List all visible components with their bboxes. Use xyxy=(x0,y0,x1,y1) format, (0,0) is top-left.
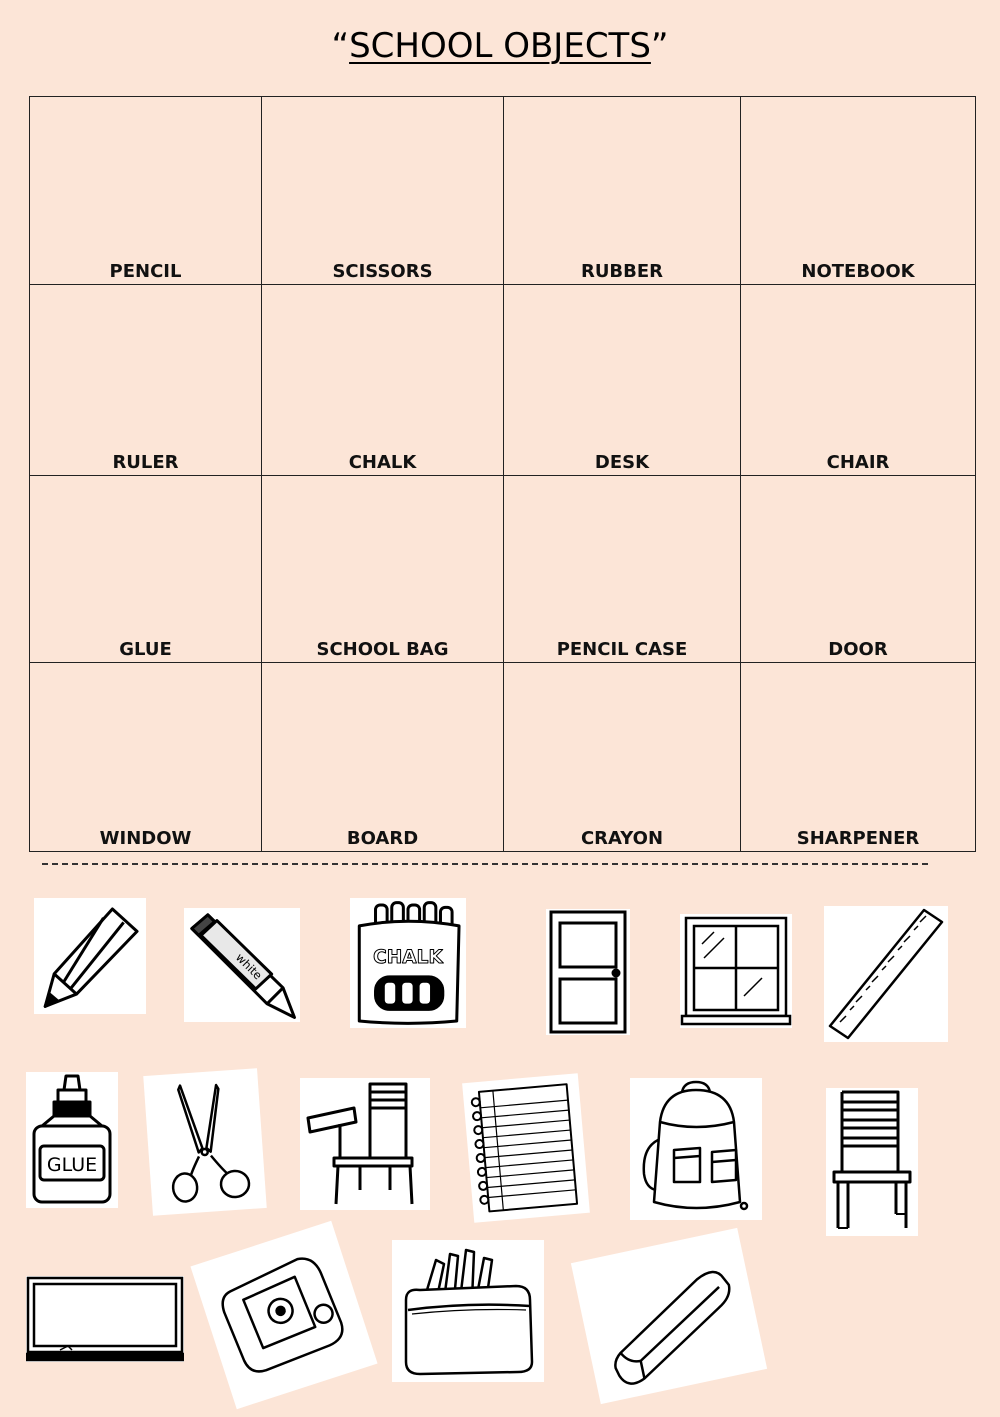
notebook-card[interactable] xyxy=(462,1073,590,1223)
ruler-card[interactable] xyxy=(824,906,948,1042)
desk-icon xyxy=(300,1078,430,1210)
school-bag-card[interactable] xyxy=(630,1078,762,1220)
crayon-icon xyxy=(184,908,300,1022)
pencil-case-icon xyxy=(392,1240,544,1382)
answer-grid xyxy=(29,96,976,852)
grid-cell-glue[interactable]: GLUE xyxy=(30,476,262,663)
chalk-box-label: CHALK xyxy=(373,947,443,968)
scissors-icon xyxy=(143,1068,266,1216)
chalk-icon xyxy=(350,898,466,1028)
crayon-wrapper-label: white xyxy=(233,950,265,983)
ruler-icon xyxy=(824,906,948,1042)
title-close-quote: ” xyxy=(650,26,669,66)
sharpener-icon xyxy=(190,1221,377,1409)
grid-cell-notebook[interactable]: NOTEBOOK xyxy=(741,97,976,285)
door-card[interactable] xyxy=(546,909,630,1035)
cut-line xyxy=(42,863,928,865)
grid-cell-chair[interactable]: CHAIR xyxy=(741,285,976,476)
grid-cell-pencil-case[interactable]: PENCIL CASE xyxy=(504,476,741,663)
grid-cell-rubber[interactable]: RUBBER xyxy=(504,97,741,285)
grid-cell-pencil[interactable]: PENCIL xyxy=(30,97,262,285)
grid-cell-crayon[interactable]: CRAYON xyxy=(504,663,741,852)
grid-cell-board[interactable]: BOARD xyxy=(262,663,504,852)
pencil-icon xyxy=(34,898,146,1014)
grid-cell-scissors[interactable]: SCISSORS xyxy=(262,97,504,285)
glue-bottle-label: GLUE xyxy=(46,1154,98,1176)
board-icon xyxy=(26,1276,184,1362)
crayon-card[interactable] xyxy=(184,908,300,1022)
window-icon xyxy=(680,914,792,1028)
grid-cell-desk[interactable]: DESK xyxy=(504,285,741,476)
notebook-icon xyxy=(462,1073,590,1223)
page-title xyxy=(0,26,1000,66)
door-icon xyxy=(546,909,630,1035)
pencil-case-card[interactable] xyxy=(392,1240,544,1382)
rubber-icon xyxy=(571,1228,767,1404)
grid-cell-sharpener[interactable]: SHARPENER xyxy=(741,663,976,852)
board-card[interactable] xyxy=(26,1276,184,1362)
pencil-card[interactable] xyxy=(34,898,146,1014)
grid-cell-chalk[interactable]: CHALK xyxy=(262,285,504,476)
desk-card[interactable] xyxy=(300,1078,430,1210)
title-text: SCHOOL OBJECTS xyxy=(349,26,651,66)
rubber-card[interactable] xyxy=(571,1228,767,1404)
grid-cell-ruler[interactable]: RULER xyxy=(30,285,262,476)
title-open-quote: “ xyxy=(331,26,350,66)
school-bag-icon xyxy=(630,1078,762,1220)
sharpener-card[interactable] xyxy=(190,1221,377,1409)
chair-icon xyxy=(826,1088,918,1236)
scissors-card[interactable] xyxy=(143,1068,266,1216)
window-card[interactable] xyxy=(680,914,792,1028)
glue-icon xyxy=(26,1072,118,1208)
grid-cell-door[interactable]: DOOR xyxy=(741,476,976,663)
chair-card[interactable] xyxy=(826,1088,918,1236)
grid-cell-school-bag[interactable]: SCHOOL BAG xyxy=(262,476,504,663)
chalk-card[interactable] xyxy=(350,898,466,1028)
glue-card[interactable] xyxy=(26,1072,118,1208)
grid-cell-window[interactable]: WINDOW xyxy=(30,663,262,852)
